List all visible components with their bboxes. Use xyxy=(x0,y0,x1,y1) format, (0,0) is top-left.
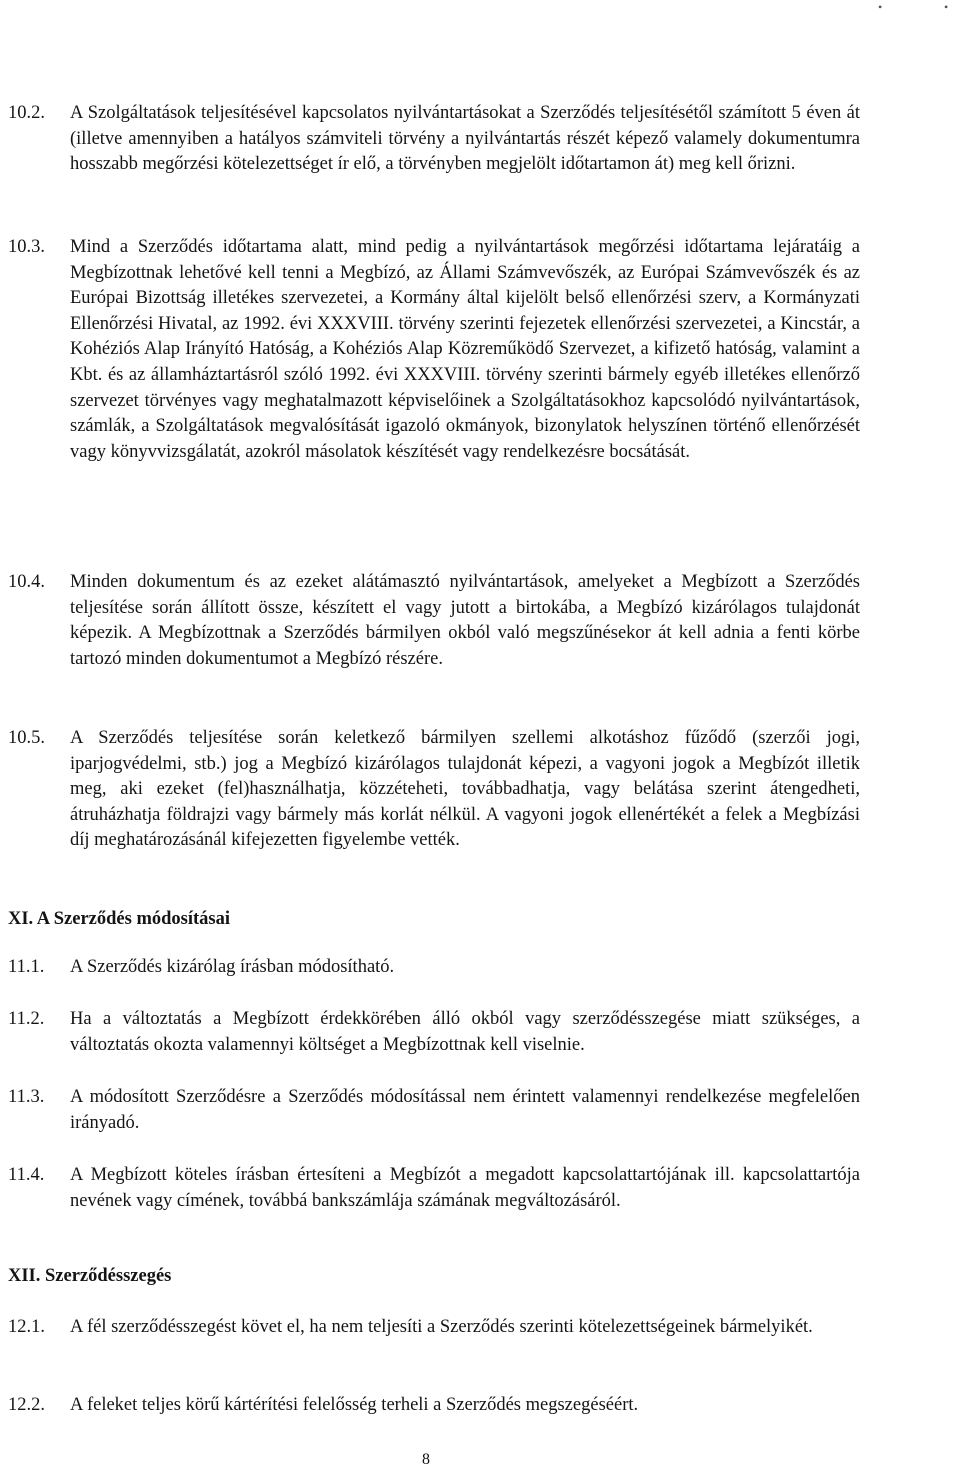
clause-10-2 xyxy=(8,101,860,178)
clause-text: A módosított Szerződésre a Szerződés módosítással nem érintett valamennyi rendelkezése megfelelően irányadó. xyxy=(70,1087,860,1133)
clause-text: A fél szerződésszegést követ el, ha nem teljesíti a Szerződés szerinti kötelezettségeinek bármelyikét. xyxy=(70,1317,813,1337)
clause-number: 11.1. xyxy=(8,957,45,977)
clause-11-2 xyxy=(8,1007,860,1058)
clause-12-1 xyxy=(8,1315,860,1341)
clause-10-4 xyxy=(8,570,860,672)
clause-11-3 xyxy=(8,1085,860,1136)
clause-10-5 xyxy=(8,726,860,854)
clause-number: 11.2. xyxy=(8,1009,45,1029)
clause-12-2 xyxy=(8,1393,860,1419)
clause-number: 12.1. xyxy=(8,1317,45,1337)
section-heading-xi: XI. A Szerződés módosításai xyxy=(8,909,230,929)
section-heading-xii: XII. Szerződésszegés xyxy=(8,1266,172,1286)
clause-number: 10.5. xyxy=(8,728,45,748)
clause-text: A Szerződés kizárólag írásban módosítható. xyxy=(70,957,395,977)
clause-number: 10.4. xyxy=(8,572,45,592)
clause-number: 11.3. xyxy=(8,1087,45,1107)
clause-number: 10.2. xyxy=(8,103,45,123)
clause-text: Mind a Szerződés időtartama alatt, mind pedig a nyilvántartások megőrzési időtartama lejáratáig a Megbízottnak lehetővé kell tenni a Megbízó, az Állami Számvevőszék, az Európai Számvevőszék és az Európai Bizottság illetékes szervezetei, a Kormány által kijelölt belső ellenőrzési szerv, a Kormányzati Ellenőrzési Hivatal, az 1992. évi XXXVIII. törvény szerinti fejezetek ellenőrzési szervezetei, a Kincstár, a Kohéziós Alap Irányító Hatóság, a Kohéziós Alap Közreműködő Szervezet, a kifizető hatóság, valamint a Kbt. és az államháztartásról szóló 1992. évi XXXVIII. törvény szerinti bármely egyéb illetékes ellenőrző szervezet törvényes vagy meghatalmazott képviselőinek a Szolgáltatásokhoz kapcsolódó nyilvántartások, számlák, a Szolgáltatások megvalósítását igazoló okmányok, bizonylatok helyszínen történő ellenőrzését vagy könyvvizsgálatát, azokról másolatok készítését vagy rendelkezésre bocsátását. xyxy=(70,237,860,462)
scan-mark: • xyxy=(944,0,949,14)
clause-number: 12.2. xyxy=(8,1395,45,1415)
clause-text: A Megbízott köteles írásban értesíteni a Megbízót a megadott kapcsolattartójának ill. kapcsolattartója nevének vagy címének, továbbá bankszámlája számának megváltozásáról. xyxy=(70,1165,860,1211)
clause-10-3 xyxy=(8,235,860,465)
clause-text: A Szerződés teljesítése során keletkező bármilyen szellemi alkotáshoz fűződő (szerzői jogi, iparjogvédelmi, stb.) jog a Megbízó kizárólagos tulajdonát képezi, a vagyoni jogok a Megbízót illetik meg, aki ezeket (fel)használhatja, közzéteheti, továbbadhatja, vagy belátása szerint átengedheti, átruházhatja földrajzi vagy bármely más korlát nélkül. A vagyoni jogok ellenértékét a felek a Megbízási díj meghatározásánál kifejezetten figyelembe vették. xyxy=(70,728,860,851)
clause-11-1 xyxy=(8,955,860,981)
clause-text: Minden dokumentum és az ezeket alátámasztó nyilvántartások, amelyeket a Megbízott a Szerződés teljesítése során állított össze, készített el vagy jutott a birtokába, a Megbízó kizárólagos tulajdonát képezik. A Megbízottnak a Szerződés bármilyen okból való megszűnésekor át kell adnia a fenti körbe tartozó minden dokumentumot a Megbízó részére. xyxy=(70,572,860,669)
clause-11-4 xyxy=(8,1163,860,1214)
clause-number: 10.3. xyxy=(8,237,45,257)
clause-number: 11.4. xyxy=(8,1165,45,1185)
scan-mark: • xyxy=(878,0,883,14)
clause-text: A feleket teljes körű kártérítési felelősség terheli a Szerződés megszegéséért. xyxy=(70,1395,639,1415)
clause-text: A Szolgáltatások teljesítésével kapcsolatos nyilvántartásokat a Szerződés teljesítésétől számított 5 éven át (illetve amennyiben a hatályos számviteli törvény a nyilvántartás részét képező valamely dokumentumra hosszabb megőrzési kötelezettséget ír elő, a törvényben megjelölt időtartamon át) meg kell őrizni. xyxy=(70,103,860,175)
clause-text: Ha a változtatás a Megbízott érdekkörében álló okból vagy szerződésszegése miatt szükséges, a változtatás okozta valamennyi költséget a Megbízottnak kell viselnie. xyxy=(70,1009,860,1055)
page-number: 8 xyxy=(422,1451,430,1468)
